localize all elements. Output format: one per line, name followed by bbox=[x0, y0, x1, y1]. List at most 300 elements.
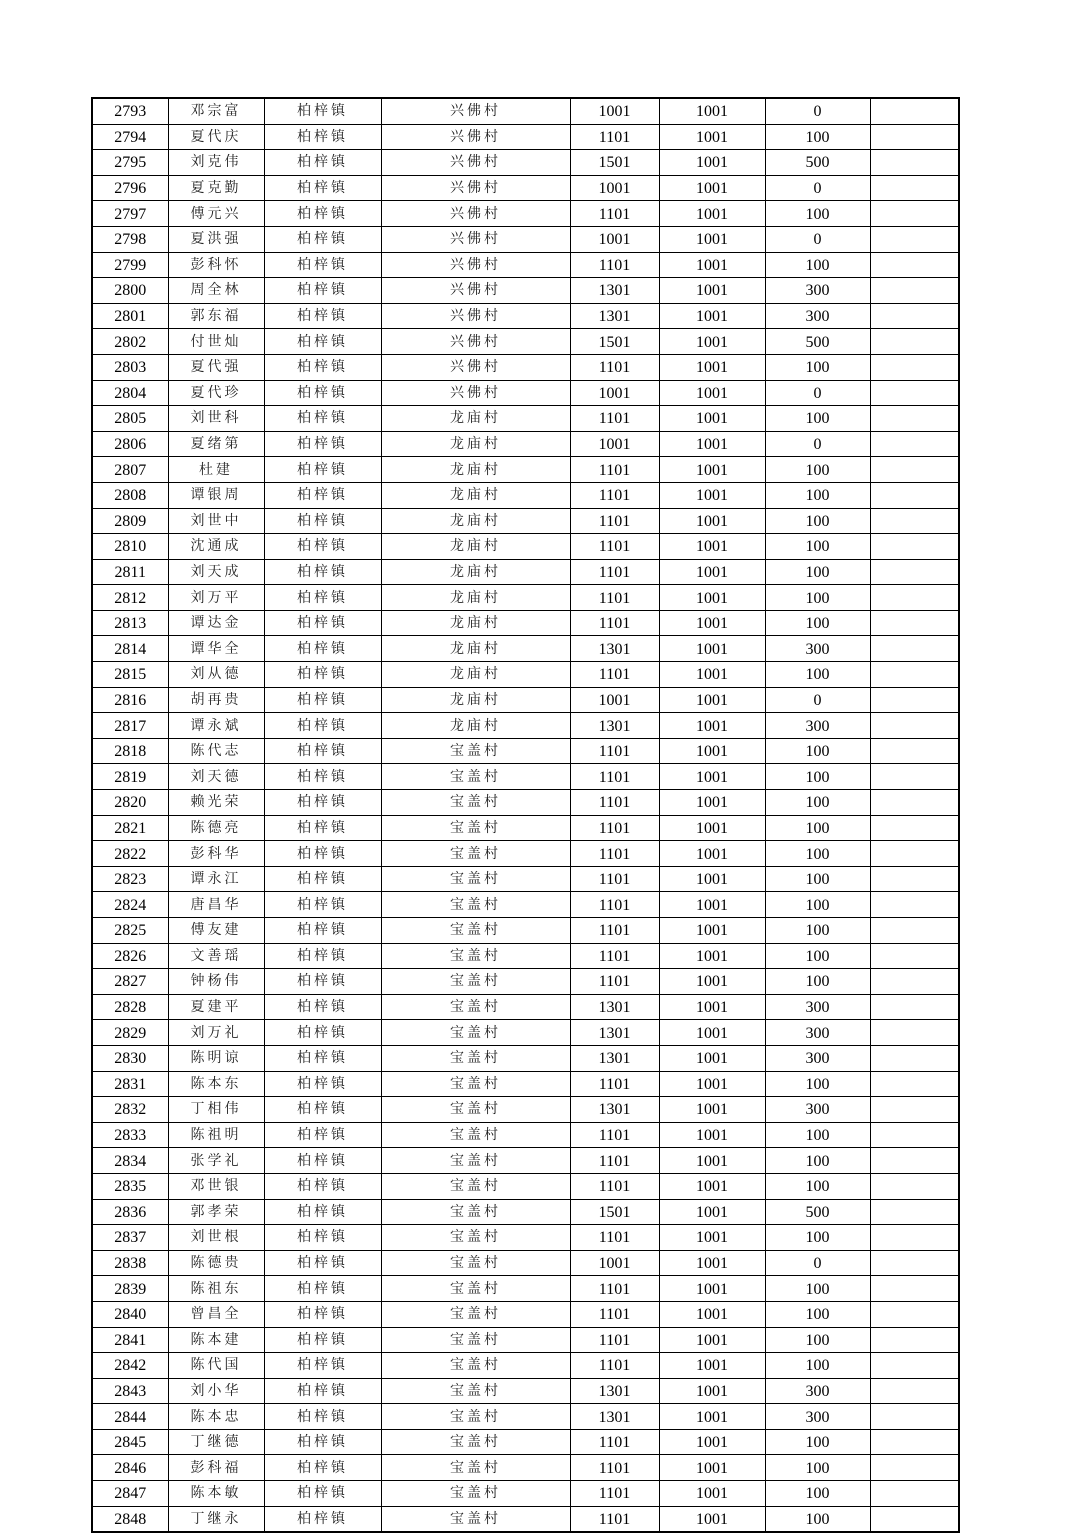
village-cell: 宝盖村 bbox=[381, 1353, 570, 1379]
value-b-cell: 1001 bbox=[659, 431, 765, 457]
town-cell: 柏梓镇 bbox=[264, 866, 381, 892]
difference-cell: 100 bbox=[765, 559, 870, 585]
village-cell: 宝盖村 bbox=[381, 969, 570, 995]
value-a-cell: 1301 bbox=[570, 1404, 659, 1430]
town-cell: 柏梓镇 bbox=[264, 1250, 381, 1276]
value-a-cell: 1101 bbox=[570, 815, 659, 841]
remark-cell bbox=[870, 943, 959, 969]
difference-cell: 0 bbox=[765, 226, 870, 252]
town-cell: 柏梓镇 bbox=[264, 1122, 381, 1148]
row-number-cell: 2804 bbox=[92, 380, 168, 406]
remark-cell bbox=[870, 994, 959, 1020]
difference-cell: 300 bbox=[765, 303, 870, 329]
difference-cell: 0 bbox=[765, 175, 870, 201]
value-b-cell: 1001 bbox=[659, 662, 765, 688]
village-cell: 宝盖村 bbox=[381, 1327, 570, 1353]
value-b-cell: 1001 bbox=[659, 303, 765, 329]
value-a-cell: 1101 bbox=[570, 1506, 659, 1532]
value-a-cell: 1301 bbox=[570, 1045, 659, 1071]
town-cell: 柏梓镇 bbox=[264, 1301, 381, 1327]
town-cell: 柏梓镇 bbox=[264, 354, 381, 380]
row-number-cell: 2802 bbox=[92, 329, 168, 355]
value-b-cell: 1001 bbox=[659, 1097, 765, 1123]
village-cell: 兴佛村 bbox=[381, 278, 570, 304]
value-b-cell: 1001 bbox=[659, 610, 765, 636]
remark-cell bbox=[870, 1404, 959, 1430]
village-cell: 宝盖村 bbox=[381, 764, 570, 790]
town-cell: 柏梓镇 bbox=[264, 482, 381, 508]
table-row bbox=[92, 329, 959, 355]
remark-cell bbox=[870, 1225, 959, 1251]
value-a-cell: 1501 bbox=[570, 1199, 659, 1225]
remark-cell bbox=[870, 1173, 959, 1199]
village-cell: 龙庙村 bbox=[381, 508, 570, 534]
town-cell: 柏梓镇 bbox=[264, 1199, 381, 1225]
name-cell: 谭华全 bbox=[168, 636, 264, 662]
row-number-cell: 2812 bbox=[92, 585, 168, 611]
table-row bbox=[92, 1276, 959, 1302]
value-a-cell: 1101 bbox=[570, 585, 659, 611]
value-a-cell: 1101 bbox=[570, 1455, 659, 1481]
value-b-cell: 1001 bbox=[659, 841, 765, 867]
value-b-cell: 1001 bbox=[659, 482, 765, 508]
village-cell: 宝盖村 bbox=[381, 815, 570, 841]
difference-cell: 100 bbox=[765, 892, 870, 918]
row-number-cell: 2817 bbox=[92, 713, 168, 739]
town-cell: 柏梓镇 bbox=[264, 1097, 381, 1123]
table-body bbox=[92, 98, 959, 1532]
table-row bbox=[92, 610, 959, 636]
village-cell: 兴佛村 bbox=[381, 175, 570, 201]
table-row bbox=[92, 1199, 959, 1225]
village-cell: 宝盖村 bbox=[381, 1378, 570, 1404]
village-cell: 宝盖村 bbox=[381, 1148, 570, 1174]
table-row bbox=[92, 943, 959, 969]
row-number-cell: 2800 bbox=[92, 278, 168, 304]
name-cell: 唐昌华 bbox=[168, 892, 264, 918]
name-cell: 曾昌全 bbox=[168, 1301, 264, 1327]
row-number-cell: 2846 bbox=[92, 1455, 168, 1481]
name-cell: 陈本忠 bbox=[168, 1404, 264, 1430]
difference-cell: 500 bbox=[765, 1199, 870, 1225]
row-number-cell: 2823 bbox=[92, 866, 168, 892]
difference-cell: 100 bbox=[765, 1225, 870, 1251]
difference-cell: 100 bbox=[765, 1506, 870, 1532]
difference-cell: 100 bbox=[765, 508, 870, 534]
village-cell: 龙庙村 bbox=[381, 662, 570, 688]
village-cell: 兴佛村 bbox=[381, 329, 570, 355]
village-cell: 宝盖村 bbox=[381, 1250, 570, 1276]
name-cell: 陈德亮 bbox=[168, 815, 264, 841]
name-cell: 夏代庆 bbox=[168, 124, 264, 150]
row-number-cell: 2811 bbox=[92, 559, 168, 585]
name-cell: 邓世银 bbox=[168, 1173, 264, 1199]
value-a-cell: 1101 bbox=[570, 1481, 659, 1507]
remark-cell bbox=[870, 303, 959, 329]
value-a-cell: 1001 bbox=[570, 175, 659, 201]
difference-cell: 100 bbox=[765, 1122, 870, 1148]
value-a-cell: 1101 bbox=[570, 738, 659, 764]
town-cell: 柏梓镇 bbox=[264, 585, 381, 611]
remark-cell bbox=[870, 892, 959, 918]
value-a-cell: 1101 bbox=[570, 866, 659, 892]
value-a-cell: 1101 bbox=[570, 406, 659, 432]
difference-cell: 100 bbox=[765, 534, 870, 560]
remark-cell bbox=[870, 175, 959, 201]
remark-cell bbox=[870, 1481, 959, 1507]
table-row bbox=[92, 406, 959, 432]
town-cell: 柏梓镇 bbox=[264, 278, 381, 304]
row-number-cell: 2840 bbox=[92, 1301, 168, 1327]
difference-cell: 100 bbox=[765, 790, 870, 816]
value-a-cell: 1001 bbox=[570, 226, 659, 252]
value-a-cell: 1101 bbox=[570, 790, 659, 816]
row-number-cell: 2833 bbox=[92, 1122, 168, 1148]
difference-cell: 100 bbox=[765, 918, 870, 944]
value-b-cell: 1001 bbox=[659, 1301, 765, 1327]
difference-cell: 100 bbox=[765, 482, 870, 508]
remark-cell bbox=[870, 1020, 959, 1046]
name-cell: 陈祖东 bbox=[168, 1276, 264, 1302]
remark-cell bbox=[870, 815, 959, 841]
town-cell: 柏梓镇 bbox=[264, 943, 381, 969]
town-cell: 柏梓镇 bbox=[264, 534, 381, 560]
row-number-cell: 2815 bbox=[92, 662, 168, 688]
town-cell: 柏梓镇 bbox=[264, 1071, 381, 1097]
name-cell: 郭孝荣 bbox=[168, 1199, 264, 1225]
difference-cell: 100 bbox=[765, 457, 870, 483]
town-cell: 柏梓镇 bbox=[264, 457, 381, 483]
value-b-cell: 1001 bbox=[659, 1199, 765, 1225]
row-number-cell: 2828 bbox=[92, 994, 168, 1020]
value-b-cell: 1001 bbox=[659, 866, 765, 892]
remark-cell bbox=[870, 1199, 959, 1225]
row-number-cell: 2832 bbox=[92, 1097, 168, 1123]
row-number-cell: 2848 bbox=[92, 1506, 168, 1532]
value-b-cell: 1001 bbox=[659, 1045, 765, 1071]
name-cell: 陈代志 bbox=[168, 738, 264, 764]
difference-cell: 100 bbox=[765, 969, 870, 995]
remark-cell bbox=[870, 329, 959, 355]
table-row bbox=[92, 892, 959, 918]
table-row bbox=[92, 1225, 959, 1251]
value-a-cell: 1101 bbox=[570, 124, 659, 150]
village-cell: 宝盖村 bbox=[381, 1225, 570, 1251]
value-a-cell: 1101 bbox=[570, 1429, 659, 1455]
town-cell: 柏梓镇 bbox=[264, 738, 381, 764]
remark-cell bbox=[870, 1455, 959, 1481]
remark-cell bbox=[870, 969, 959, 995]
village-cell: 龙庙村 bbox=[381, 687, 570, 713]
value-a-cell: 1101 bbox=[570, 1225, 659, 1251]
town-cell: 柏梓镇 bbox=[264, 610, 381, 636]
difference-cell: 100 bbox=[765, 943, 870, 969]
row-number-cell: 2801 bbox=[92, 303, 168, 329]
remark-cell bbox=[870, 1148, 959, 1174]
difference-cell: 300 bbox=[765, 1097, 870, 1123]
village-cell: 兴佛村 bbox=[381, 201, 570, 227]
village-cell: 宝盖村 bbox=[381, 1122, 570, 1148]
remark-cell bbox=[870, 866, 959, 892]
remark-cell bbox=[870, 610, 959, 636]
village-cell: 宝盖村 bbox=[381, 1199, 570, 1225]
remark-cell bbox=[870, 790, 959, 816]
table-row bbox=[92, 636, 959, 662]
village-cell: 兴佛村 bbox=[381, 354, 570, 380]
town-cell: 柏梓镇 bbox=[264, 1225, 381, 1251]
town-cell: 柏梓镇 bbox=[264, 969, 381, 995]
remark-cell bbox=[870, 687, 959, 713]
village-cell: 宝盖村 bbox=[381, 1020, 570, 1046]
table-row bbox=[92, 457, 959, 483]
town-cell: 柏梓镇 bbox=[264, 1353, 381, 1379]
remark-cell bbox=[870, 713, 959, 739]
village-cell: 龙庙村 bbox=[381, 482, 570, 508]
value-b-cell: 1001 bbox=[659, 1506, 765, 1532]
row-number-cell: 2820 bbox=[92, 790, 168, 816]
row-number-cell: 2826 bbox=[92, 943, 168, 969]
value-a-cell: 1101 bbox=[570, 1122, 659, 1148]
town-cell: 柏梓镇 bbox=[264, 790, 381, 816]
value-a-cell: 1301 bbox=[570, 636, 659, 662]
remark-cell bbox=[870, 1429, 959, 1455]
value-b-cell: 1001 bbox=[659, 713, 765, 739]
value-a-cell: 1101 bbox=[570, 508, 659, 534]
value-a-cell: 1101 bbox=[570, 1148, 659, 1174]
table-row bbox=[92, 252, 959, 278]
remark-cell bbox=[870, 431, 959, 457]
remark-cell bbox=[870, 1378, 959, 1404]
difference-cell: 100 bbox=[765, 406, 870, 432]
value-b-cell: 1001 bbox=[659, 252, 765, 278]
value-a-cell: 1301 bbox=[570, 278, 659, 304]
value-a-cell: 1001 bbox=[570, 380, 659, 406]
town-cell: 柏梓镇 bbox=[264, 303, 381, 329]
difference-cell: 100 bbox=[765, 662, 870, 688]
table-row bbox=[92, 969, 959, 995]
value-b-cell: 1001 bbox=[659, 534, 765, 560]
row-number-cell: 2807 bbox=[92, 457, 168, 483]
value-a-cell: 1101 bbox=[570, 610, 659, 636]
remark-cell bbox=[870, 1071, 959, 1097]
difference-cell: 100 bbox=[765, 1071, 870, 1097]
town-cell: 柏梓镇 bbox=[264, 150, 381, 176]
name-cell: 谭永斌 bbox=[168, 713, 264, 739]
table-row bbox=[92, 1250, 959, 1276]
value-b-cell: 1001 bbox=[659, 1250, 765, 1276]
table-row bbox=[92, 1378, 959, 1404]
table-row bbox=[92, 150, 959, 176]
row-number-cell: 2803 bbox=[92, 354, 168, 380]
remark-cell bbox=[870, 1301, 959, 1327]
value-b-cell: 1001 bbox=[659, 815, 765, 841]
difference-cell: 500 bbox=[765, 329, 870, 355]
town-cell: 柏梓镇 bbox=[264, 559, 381, 585]
town-cell: 柏梓镇 bbox=[264, 1481, 381, 1507]
row-number-cell: 2796 bbox=[92, 175, 168, 201]
village-cell: 宝盖村 bbox=[381, 841, 570, 867]
value-b-cell: 1001 bbox=[659, 457, 765, 483]
remark-cell bbox=[870, 1097, 959, 1123]
difference-cell: 0 bbox=[765, 431, 870, 457]
town-cell: 柏梓镇 bbox=[264, 1045, 381, 1071]
value-b-cell: 1001 bbox=[659, 1378, 765, 1404]
name-cell: 丁相伟 bbox=[168, 1097, 264, 1123]
row-number-cell: 2824 bbox=[92, 892, 168, 918]
remark-cell bbox=[870, 98, 959, 124]
table-row bbox=[92, 1173, 959, 1199]
value-b-cell: 1001 bbox=[659, 1122, 765, 1148]
value-b-cell: 1001 bbox=[659, 636, 765, 662]
value-b-cell: 1001 bbox=[659, 1429, 765, 1455]
value-a-cell: 1101 bbox=[570, 482, 659, 508]
value-a-cell: 1301 bbox=[570, 1097, 659, 1123]
difference-cell: 300 bbox=[765, 1378, 870, 1404]
value-a-cell: 1101 bbox=[570, 1071, 659, 1097]
difference-cell: 0 bbox=[765, 98, 870, 124]
table-row bbox=[92, 534, 959, 560]
value-a-cell: 1101 bbox=[570, 1327, 659, 1353]
value-b-cell: 1001 bbox=[659, 1481, 765, 1507]
name-cell: 彭科福 bbox=[168, 1455, 264, 1481]
name-cell: 彭科怀 bbox=[168, 252, 264, 278]
value-b-cell: 1001 bbox=[659, 943, 765, 969]
table-row bbox=[92, 713, 959, 739]
row-number-cell: 2808 bbox=[92, 482, 168, 508]
row-number-cell: 2816 bbox=[92, 687, 168, 713]
row-number-cell: 2829 bbox=[92, 1020, 168, 1046]
value-a-cell: 1301 bbox=[570, 303, 659, 329]
value-b-cell: 1001 bbox=[659, 98, 765, 124]
remark-cell bbox=[870, 1250, 959, 1276]
difference-cell: 100 bbox=[765, 1481, 870, 1507]
value-b-cell: 1001 bbox=[659, 354, 765, 380]
difference-cell: 300 bbox=[765, 994, 870, 1020]
remark-cell bbox=[870, 1353, 959, 1379]
difference-cell: 300 bbox=[765, 713, 870, 739]
name-cell: 彭科华 bbox=[168, 841, 264, 867]
name-cell: 谭永江 bbox=[168, 866, 264, 892]
town-cell: 柏梓镇 bbox=[264, 994, 381, 1020]
village-cell: 宝盖村 bbox=[381, 1045, 570, 1071]
value-a-cell: 1501 bbox=[570, 150, 659, 176]
value-b-cell: 1001 bbox=[659, 329, 765, 355]
row-number-cell: 2836 bbox=[92, 1199, 168, 1225]
value-b-cell: 1001 bbox=[659, 559, 765, 585]
table-row bbox=[92, 1122, 959, 1148]
value-b-cell: 1001 bbox=[659, 1327, 765, 1353]
village-cell: 宝盖村 bbox=[381, 738, 570, 764]
town-cell: 柏梓镇 bbox=[264, 98, 381, 124]
name-cell: 丁继永 bbox=[168, 1506, 264, 1532]
row-number-cell: 2847 bbox=[92, 1481, 168, 1507]
value-b-cell: 1001 bbox=[659, 1276, 765, 1302]
name-cell: 杜建 bbox=[168, 457, 264, 483]
difference-cell: 100 bbox=[765, 1148, 870, 1174]
town-cell: 柏梓镇 bbox=[264, 1455, 381, 1481]
value-a-cell: 1101 bbox=[570, 892, 659, 918]
name-cell: 夏代强 bbox=[168, 354, 264, 380]
table-row bbox=[92, 354, 959, 380]
row-number-cell: 2799 bbox=[92, 252, 168, 278]
name-cell: 陈本建 bbox=[168, 1327, 264, 1353]
name-cell: 陈本敏 bbox=[168, 1481, 264, 1507]
name-cell: 夏克勤 bbox=[168, 175, 264, 201]
value-b-cell: 1001 bbox=[659, 1353, 765, 1379]
table-row bbox=[92, 1071, 959, 1097]
value-b-cell: 1001 bbox=[659, 150, 765, 176]
value-a-cell: 1101 bbox=[570, 841, 659, 867]
difference-cell: 300 bbox=[765, 1045, 870, 1071]
town-cell: 柏梓镇 bbox=[264, 1404, 381, 1430]
row-number-cell: 2835 bbox=[92, 1173, 168, 1199]
village-cell: 龙庙村 bbox=[381, 585, 570, 611]
town-cell: 柏梓镇 bbox=[264, 1020, 381, 1046]
difference-cell: 100 bbox=[765, 1173, 870, 1199]
name-cell: 陈代国 bbox=[168, 1353, 264, 1379]
remark-cell bbox=[870, 764, 959, 790]
town-cell: 柏梓镇 bbox=[264, 252, 381, 278]
value-b-cell: 1001 bbox=[659, 124, 765, 150]
table-row bbox=[92, 866, 959, 892]
row-number-cell: 2821 bbox=[92, 815, 168, 841]
village-cell: 兴佛村 bbox=[381, 150, 570, 176]
difference-cell: 300 bbox=[765, 1020, 870, 1046]
value-a-cell: 1101 bbox=[570, 918, 659, 944]
village-cell: 宝盖村 bbox=[381, 1173, 570, 1199]
village-cell: 宝盖村 bbox=[381, 1455, 570, 1481]
row-number-cell: 2834 bbox=[92, 1148, 168, 1174]
remark-cell bbox=[870, 482, 959, 508]
town-cell: 柏梓镇 bbox=[264, 508, 381, 534]
row-number-cell: 2844 bbox=[92, 1404, 168, 1430]
value-b-cell: 1001 bbox=[659, 918, 765, 944]
remark-cell bbox=[870, 1276, 959, 1302]
town-cell: 柏梓镇 bbox=[264, 226, 381, 252]
row-number-cell: 2839 bbox=[92, 1276, 168, 1302]
table-row bbox=[92, 175, 959, 201]
town-cell: 柏梓镇 bbox=[264, 713, 381, 739]
difference-cell: 100 bbox=[765, 1455, 870, 1481]
table-row bbox=[92, 1404, 959, 1430]
row-number-cell: 2827 bbox=[92, 969, 168, 995]
value-b-cell: 1001 bbox=[659, 1404, 765, 1430]
row-number-cell: 2825 bbox=[92, 918, 168, 944]
row-number-cell: 2814 bbox=[92, 636, 168, 662]
name-cell: 赖光荣 bbox=[168, 790, 264, 816]
value-b-cell: 1001 bbox=[659, 892, 765, 918]
difference-cell: 100 bbox=[765, 764, 870, 790]
name-cell: 邓宗富 bbox=[168, 98, 264, 124]
town-cell: 柏梓镇 bbox=[264, 1378, 381, 1404]
difference-cell: 100 bbox=[765, 610, 870, 636]
village-cell: 龙庙村 bbox=[381, 457, 570, 483]
remark-cell bbox=[870, 636, 959, 662]
village-cell: 兴佛村 bbox=[381, 303, 570, 329]
value-a-cell: 1301 bbox=[570, 1020, 659, 1046]
town-cell: 柏梓镇 bbox=[264, 175, 381, 201]
village-cell: 龙庙村 bbox=[381, 534, 570, 560]
difference-cell: 300 bbox=[765, 278, 870, 304]
name-cell: 夏代珍 bbox=[168, 380, 264, 406]
remark-cell bbox=[870, 1122, 959, 1148]
village-cell: 宝盖村 bbox=[381, 1097, 570, 1123]
table-row bbox=[92, 508, 959, 534]
name-cell: 钟杨伟 bbox=[168, 969, 264, 995]
name-cell: 陈本东 bbox=[168, 1071, 264, 1097]
value-a-cell: 1101 bbox=[570, 943, 659, 969]
remark-cell bbox=[870, 201, 959, 227]
